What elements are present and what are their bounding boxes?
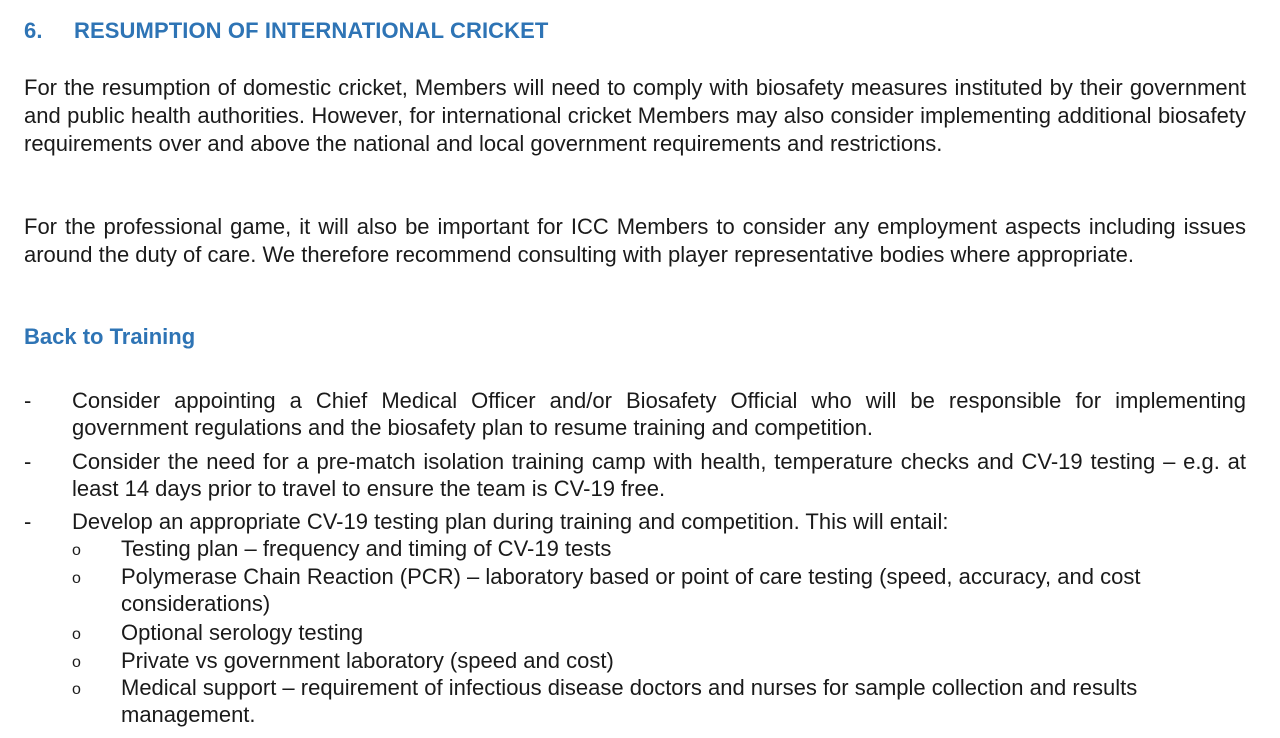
- bullet-dash: -: [24, 509, 32, 534]
- bullet-dash: -: [24, 388, 32, 413]
- sub-bullet-text: Testing plan – frequency and timing of CV-19 tests: [121, 536, 612, 561]
- section-heading: [24, 18, 548, 44]
- bullet-text: Consider the need for a pre-match isolation training camp with health, temperature checks and CV-19 testing – e.g. at least 14 days prior to travel to ensure the team is CV-19 free.: [72, 449, 1246, 501]
- bullet-dash: -: [24, 449, 32, 474]
- paragraph-professional-game: For the professional game, it will also be important for ICC Members to consider any employment aspects including issues around the duty of care. We therefore recommend consulting with player representative bodies where appropriate.: [24, 214, 1246, 267]
- sub-bullet-circle: o: [72, 681, 81, 698]
- sub-bullet-text: Optional serology testing: [121, 620, 364, 645]
- bullet-text: Develop an appropriate CV-19 testing plan during training and competition. This will entail:: [72, 509, 949, 534]
- subheading-back-to-training: Back to Training: [24, 324, 196, 349]
- sub-bullet-text: Private vs government laboratory (speed and cost): [121, 648, 614, 673]
- paragraph-domestic-cricket: For the resumption of domestic cricket, Members will need to comply with biosafety measures instituted by their government and public health authorities. However, for international cricket Members may also consider implementing additional biosafety requirements over and above the national and local government requirements and restrictions.: [24, 75, 1246, 156]
- bullet-text: Consider appointing a Chief Medical Officer and/or Biosafety Official who will be responsible for implementing government regulations and the biosafety plan to resume training and competition.: [72, 388, 1246, 440]
- sub-bullet-circle: o: [72, 654, 81, 671]
- sub-bullet-circle: o: [72, 542, 81, 559]
- section-number: 6.: [24, 18, 43, 43]
- sub-bullet-circle: o: [72, 626, 81, 643]
- sub-bullet-circle: o: [72, 570, 81, 587]
- section-title: RESUMPTION OF INTERNATIONAL CRICKET: [74, 18, 549, 43]
- sub-bullet-text: Medical support – requirement of infectious disease doctors and nurses for sample collection and results management.: [121, 675, 1138, 727]
- sub-bullet-text: Polymerase Chain Reaction (PCR) – laboratory based or point of care testing (speed, accuracy, and cost considerations): [121, 564, 1141, 616]
